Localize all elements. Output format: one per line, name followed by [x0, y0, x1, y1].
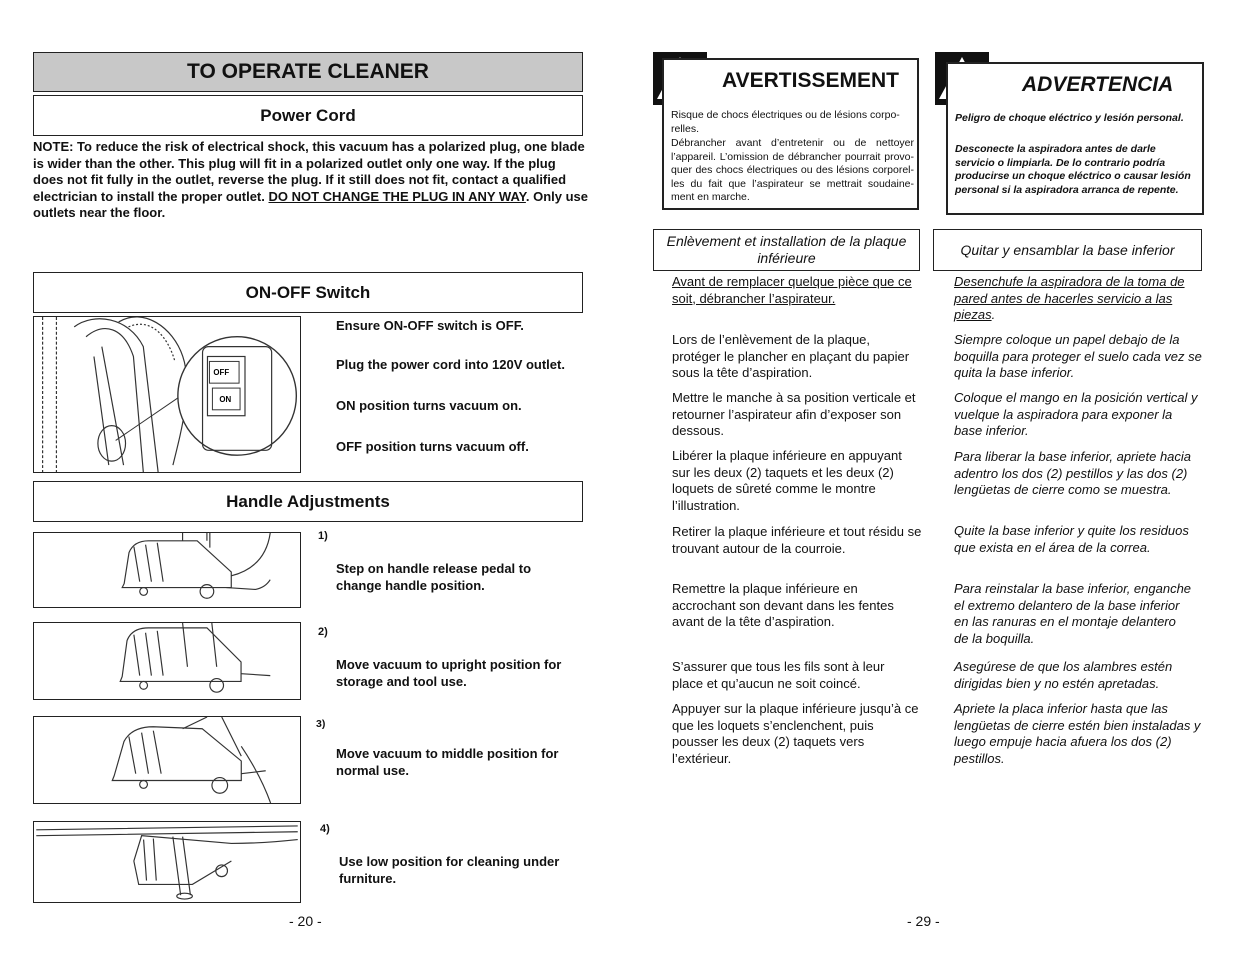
handle-step-4-number: 4): [320, 823, 330, 835]
es-para-3: Coloque el mango en la posición vertical y vuelque la aspiradora para exponer la base inferior.: [954, 390, 1198, 438]
fr-warning-text-1: Risque de chocs électriques ou de lésions corpo-relles.: [671, 109, 900, 135]
right-page-number: - 29 -: [907, 913, 940, 929]
onoff-step-1: Ensure ON-OFF switch is OFF.: [336, 318, 524, 333]
vacuum-upright-drawing: [34, 623, 300, 699]
left-page-number: - 20 -: [289, 913, 322, 929]
fr-warning-text-2: Débrancher avant d’entretenir ou de nettoyer l’appareil. L’omission de débrancher pourrait provo-quer des chocs électriques ou des lésions corporel-les du fait que l’aspirateur se mettrait soudaine-ment en marche.: [671, 137, 914, 203]
handle-step-2-text: Move vacuum to upright position for storage and tool use.: [336, 657, 562, 689]
onoff-heading: ON-OFF Switch: [245, 282, 371, 302]
handle-step-1-number: 1): [318, 530, 328, 542]
onoff-heading-box: [33, 272, 583, 313]
fr-para-2: Lors de l’enlèvement de la plaque, protéger le plancher en plaçant du papier sous la tête d’aspiration.: [672, 332, 910, 380]
es-para-7: Asegúrese de que los alambres estén dirigidas bien y no estén apretadas.: [954, 659, 1173, 691]
fr-para-8: Appuyer sur la plaque inférieure jusqu’à ce que les loquets s’enclenchent, puis pousser les deux (2) taquets vers l’extérieur.: [672, 701, 919, 766]
left-title-bar: [33, 52, 583, 92]
fr-para-5: Retirer la plaque inférieure et tout résidu se trouvant autour de la courroie.: [672, 524, 922, 556]
page-title: TO OPERATE CLEANER: [187, 60, 429, 83]
onoff-step-2: Plug the power cord into 120V outlet.: [336, 357, 565, 372]
handle-step-2-number: 2): [318, 626, 328, 638]
fr-para-3: Mettre le manche à sa position verticale et retourner l’aspirateur afin d’exposer son dessous.: [672, 390, 916, 438]
fr-para-7: S’assurer que tous les fils sont à leur place et qu’aucun ne soit coincé.: [672, 659, 885, 691]
es-warning-text-2: Desconecte la aspiradora antes de darle servicio o limpiarla. De lo contrario podría producirse un choque eléctrico o causar lesión personal si la aspiradora arranca de repente.: [955, 143, 1191, 196]
handle-illustration-2: [33, 622, 301, 700]
handle-step-3-number: 3): [316, 718, 326, 730]
fr-warning-box: [662, 58, 919, 210]
power-cord-heading: Power Cord: [260, 105, 356, 125]
es-warning-title: ADVERTENCIA: [1022, 73, 1174, 96]
handle-illustration-1: [33, 532, 301, 608]
handle-step-1-text: Step on handle release pedal to change handle position.: [336, 561, 532, 593]
vacuum-low-drawing: [34, 822, 300, 902]
es-para-2: Siempre coloque un papel debajo de la boquilla para proteger el suelo cada vez se quita la base inferior.: [954, 332, 1202, 380]
fr-para-4: Libérer la plaque inférieure en appuyant sur les deux (2) taquets et les deux (2) loquets de sûreté comme le montre l’illustration.: [672, 448, 902, 513]
vacuum-switch-drawing: [34, 317, 300, 472]
fr-para-1: Avant de remplacer quelque pièce que ce soit, débrancher l’aspirateur.: [672, 274, 912, 306]
vacuum-middle-drawing: [34, 717, 300, 803]
power-cord-note: NOTE: To reduce the risk of electrical shock, this vacuum has a polarized plug, one blade is wider than the other. This plug will fit in a polarized outlet only one way. If the plug does not fit fully in the outlet, reverse the plug. If it still does not fit, contact a qualified electrician to install the proper outlet. DO NOT CHANGE THE PLUG IN ANY WAY. Only use outlets near the floor.: [33, 139, 589, 221]
es-para-1: Desenchufe la aspiradora de la toma de pared antes de hacerles servicio a las piezas.: [954, 274, 1185, 322]
es-para-6: Para reinstalar la base inferior, enganche el extremo delantero de la base inferior en las ranuras en el montaje delantero de la boquilla.: [954, 581, 1192, 646]
power-cord-heading-box: [33, 95, 583, 136]
handle-heading: Handle Adjustments: [226, 491, 390, 511]
switch-on-label: ON: [219, 394, 232, 404]
handle-heading-box: [33, 481, 583, 522]
handle-illustration-3: [33, 716, 301, 804]
es-section-title: Quitar y ensamblar la base inferior: [960, 242, 1175, 258]
es-para-4: Para liberar la base inferior, apriete hacia adentro los dos (2) pestillos y las dos (2) lengüetas de cierre como se muestra.: [954, 449, 1192, 497]
onoff-switch-illustration: [33, 316, 301, 473]
onoff-step-3: ON position turns vacuum on.: [336, 398, 522, 413]
es-para-5: Quite la base inferior y quite los residuos que exista en el área de la correa.: [954, 523, 1189, 555]
switch-off-label: OFF: [213, 368, 230, 378]
es-warning-text-1: Peligro de choque eléctrico y lesión personal.: [955, 112, 1184, 124]
es-warning-box: [946, 62, 1204, 215]
es-section-title-box: [933, 229, 1202, 271]
vacuum-pedal-drawing: [34, 533, 300, 607]
handle-step-4-text: Use low position for cleaning under furniture.: [339, 854, 560, 886]
fr-para-6: Remettre la plaque inférieure en accrochant son devant dans les fentes avant de la tête d’aspiration.: [672, 581, 894, 629]
onoff-step-4: OFF position turns vacuum off.: [336, 439, 529, 454]
es-para-8: Apriete la placa inferior hasta que las lengüetas de cierre estén bien instaladas y luego empuje hacia afuera los dos (2) pestillos.: [954, 701, 1201, 766]
fr-section-title: Enlèvement et installation de la plaque inférieure: [666, 233, 907, 266]
note-warning-underlined: DO NOT CHANGE THE PLUG IN ANY WAY: [268, 188, 526, 204]
fr-warning-title: AVERTISSEMENT: [722, 69, 899, 92]
handle-step-3-text: Move vacuum to middle position for normal use.: [336, 746, 559, 778]
handle-illustration-4: [33, 821, 301, 903]
fr-section-title-box: [653, 229, 920, 271]
